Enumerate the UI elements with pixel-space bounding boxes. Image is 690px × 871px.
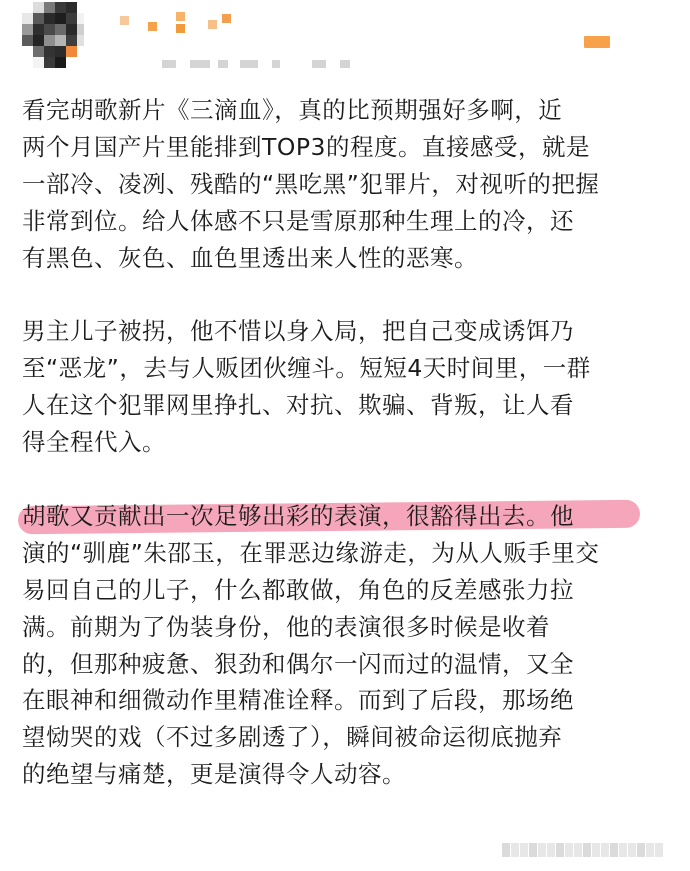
avatar-mosaic-pixel — [22, 57, 33, 68]
post-body — [22, 92, 690, 793]
avatar-mosaic-pixel — [55, 35, 66, 46]
post-header — [0, 0, 690, 90]
avatar-mosaic-pixel — [22, 46, 33, 57]
avatar-mosaic-pixel — [55, 24, 66, 35]
avatar-mosaic-pixel — [44, 57, 55, 68]
avatar-mosaic-pixel — [77, 13, 84, 24]
avatar-mosaic-pixel — [77, 24, 84, 35]
post-meta-censored — [162, 58, 362, 72]
meta-mosaic-pixel — [240, 60, 258, 68]
more-options-icon[interactable] — [584, 36, 610, 48]
watermark-mosaic-pixel — [628, 843, 636, 857]
meta-mosaic-pixel — [312, 60, 326, 68]
avatar-mosaic-pixel — [77, 57, 84, 68]
avatar-mosaic-pixel — [44, 13, 55, 24]
avatar-mosaic-pixel — [22, 35, 33, 46]
username-mosaic-pixel — [148, 22, 157, 31]
avatar-mosaic-pixel — [66, 13, 77, 24]
watermark-mosaic-pixel — [511, 843, 519, 857]
avatar-mosaic-pixel — [44, 35, 55, 46]
meta-mosaic-pixel — [190, 60, 210, 68]
avatar-mosaic-pixel — [66, 24, 77, 35]
username-mosaic-pixel — [176, 12, 185, 21]
avatar-mosaic-pixel — [22, 13, 33, 24]
performance-details: 演的“驯鹿”朱邵玉，在罪恶边缘游走，为从人贩手里交 易回自己的儿子，什么都敢做，角色的反差感张力拉 满。前期为了伪装身份，他的表演很多时候是收着 的，但那种疲惫、狠劲和偶尔一闪而过的温情，又全 在眼神和细微动作里精准诠释。而到了后段，那场绝 望恸哭的戏（不过多剧透了），瞬间被命运彻底抛弃 的绝望与痛楚，更是演得令人动容。 — [22, 538, 600, 789]
avatar-mosaic-pixel — [77, 35, 84, 46]
watermark-mosaic-pixel — [502, 843, 510, 857]
avatar-mosaic-pixel — [77, 2, 84, 13]
avatar-mosaic-pixel — [44, 46, 55, 57]
user-avatar-icon[interactable] — [22, 2, 84, 70]
highlighted-sentence: 胡歌又贡献出一次足够出彩的表演，很豁得出去。 — [22, 501, 550, 530]
paragraph-performance — [22, 498, 690, 793]
watermark-mosaic-pixel — [538, 843, 546, 857]
watermark-mosaic-pixel — [556, 843, 564, 857]
watermark-mosaic-pixel — [529, 843, 537, 857]
avatar-mosaic-pixel — [44, 24, 55, 35]
watermark-mosaic-pixel — [574, 843, 582, 857]
meta-mosaic-pixel — [162, 60, 176, 68]
avatar-mosaic-pixel — [33, 46, 44, 57]
watermark-mosaic-pixel — [583, 843, 591, 857]
avatar-mosaic-pixel — [55, 46, 66, 57]
avatar-mosaic-pixel — [66, 57, 77, 68]
watermark-mosaic-pixel — [610, 843, 618, 857]
watermark-mosaic-pixel — [592, 843, 600, 857]
watermark-mosaic-pixel — [646, 843, 654, 857]
avatar-mosaic-pixel — [55, 57, 66, 68]
watermark-mosaic-pixel — [520, 843, 528, 857]
avatar-mosaic-pixel — [66, 46, 77, 57]
avatar-mosaic-pixel — [22, 2, 33, 13]
watermark-mosaic-pixel — [619, 843, 627, 857]
avatar-mosaic-pixel — [55, 2, 66, 13]
avatar-mosaic-pixel — [33, 13, 44, 24]
avatar-mosaic-pixel — [66, 35, 77, 46]
avatar-mosaic-pixel — [33, 24, 44, 35]
highlight-continuation: 他 — [550, 501, 574, 530]
paragraph-plot: 男主儿子被拐，他不惜以身入局，把自己变成诱饵乃 至“恶龙”，去与人贩团伙缠斗。短短4天时间里，一群 人在这个犯罪网里挣扎、对抗、欺骗、背叛，让人看 得全程代入。 — [22, 317, 591, 457]
avatar-mosaic-pixel — [33, 35, 44, 46]
meta-mosaic-pixel — [272, 60, 280, 68]
username-mosaic-pixel — [208, 20, 217, 29]
user-name-censored[interactable] — [112, 10, 242, 36]
avatar-mosaic-pixel — [33, 2, 44, 13]
paragraph-intro: 看完胡歌新片《三滴血》，真的比预期强好多啊，近 两个月国产片里能排到TOP3的程度。直接感受，就是 一部冷、凌冽、残酷的“黑吃黑”犯罪片，对视听的把握 非常到位。给人体感不只是雪原那种生理上的冷，还 有黑色、灰色、血色里透出来人性的恶寒。 — [22, 96, 600, 272]
watermark-mosaic-pixel — [601, 843, 609, 857]
avatar-mosaic-pixel — [33, 57, 44, 68]
meta-mosaic-pixel — [340, 60, 350, 68]
watermark-mosaic-pixel — [655, 843, 663, 857]
avatar-mosaic-pixel — [44, 2, 55, 13]
watermark-mosaic-pixel — [637, 843, 645, 857]
watermark-mosaic-pixel — [565, 843, 573, 857]
avatar-mosaic-pixel — [22, 24, 33, 35]
username-mosaic-pixel — [120, 16, 129, 25]
username-mosaic-pixel — [222, 14, 231, 23]
avatar-mosaic-pixel — [55, 13, 66, 24]
meta-mosaic-pixel — [218, 60, 228, 68]
username-mosaic-pixel — [176, 24, 185, 33]
avatar-mosaic-pixel — [66, 2, 77, 13]
watermark-mosaic-pixel — [547, 843, 555, 857]
avatar-mosaic-pixel — [77, 46, 84, 57]
watermark — [502, 837, 682, 863]
